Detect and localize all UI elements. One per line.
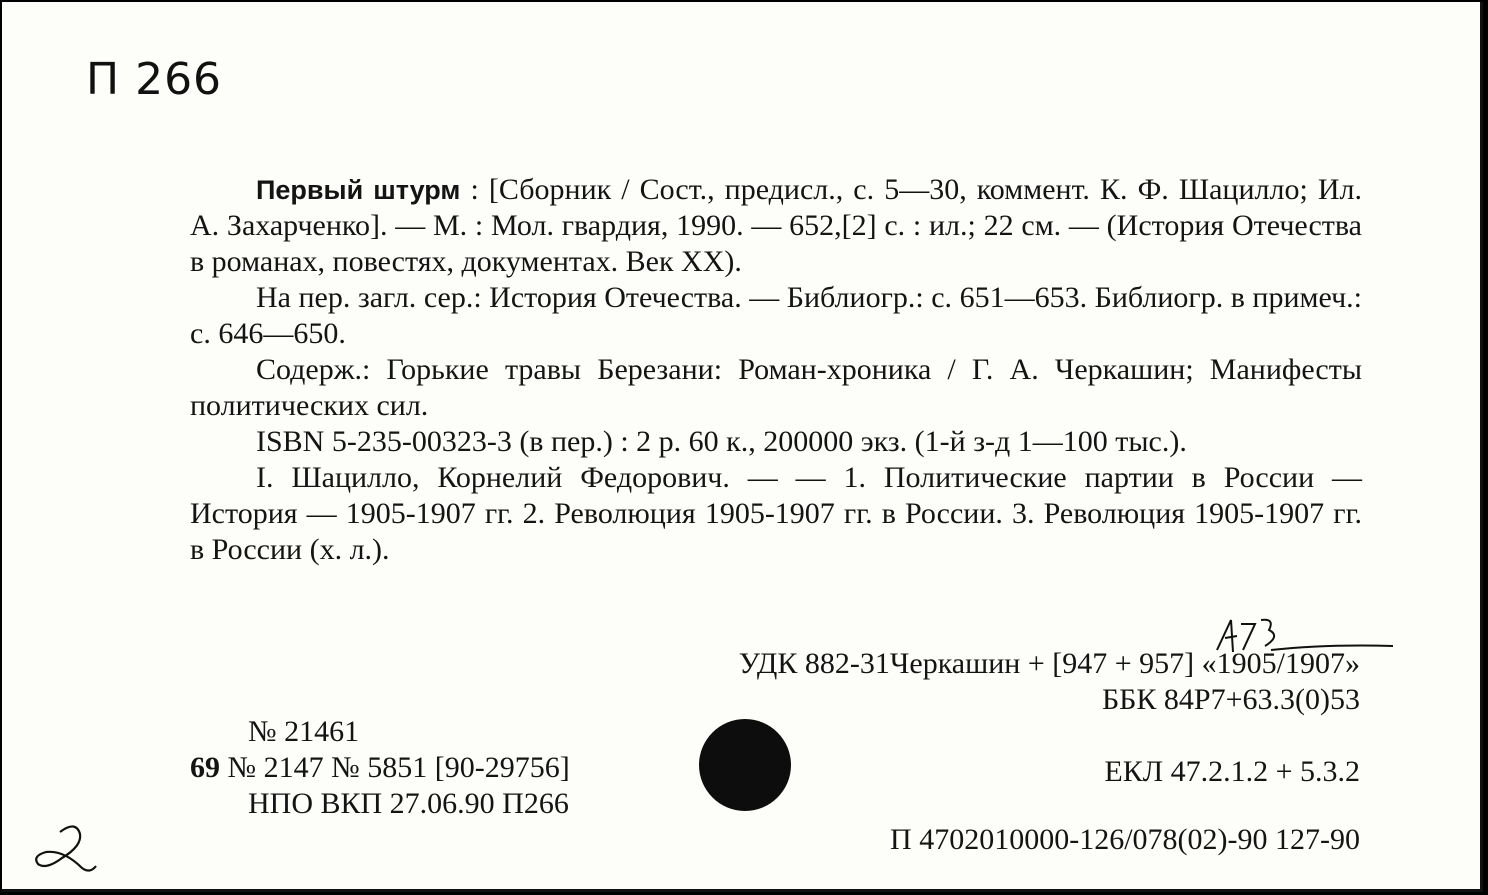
card-info-prefix: 69 [190,751,220,784]
ekl-line: ЕКЛ 47.2.1.2 + 5.3.2 [1104,755,1360,788]
card-info [190,714,570,822]
catalog-card [2,2,1483,892]
card-info-numbers: № 2147 № 5851 [90-29756] [227,751,570,784]
entry-contents: Содерж.: Горькие травы Березани: Роман-хроника / Г. А. Черкашин; Манифесты политических сил. [190,353,1362,422]
bibliographic-entry [190,172,1362,568]
call-number: П 266 [86,54,223,105]
punch-hole [699,719,791,811]
udk-line: УДК 882-31Черкашин + [947 + 957] «1905/1907» [738,647,1360,680]
handwritten-mark-173-icon [1197,610,1397,670]
handwritten-mark-2-icon [24,812,104,882]
entry-description: : [Сборник / Сост., предисл., с. 5—30, коммент. К. Ф. Шацилло; Ил. А. Захарченко]. — М. : Мол. гвардия, 1990. — 652,[2] с. : ил.; 22 см. — (История Отечества в романах, повестях, документах. Век XX). [190,173,1363,278]
bbk-line: ББК 84Р7+63.3(0)53 [1101,683,1360,716]
entry-note-series: На пер. загл. сер.: История Отечества. — Библиогр.: с. 651—653. Библиогр. в примеч.: с. 646—650. [190,281,1362,350]
entry-isbn: ISBN 5-235-00323-3 (в пер.) : 2 р. 60 к., 200000 экз. (1-й з-д 1—100 тыс.). [256,425,1187,458]
card-info-line-3: НПО ВКП 27.06.90 П266 [248,787,569,820]
entry-main-paragraph [190,172,1362,280]
entry-title: Первый штурм [256,175,461,205]
card-info-line-2 [190,750,570,786]
card-number: № 21461 [248,715,360,748]
entry-tracings: I. Шацилло, Корнелий Федорович. — — 1. Политические партии в России — История — 1905-1907 гг. 2. Революция 1905-1907 гг. в России. 3. Революция 1905-1907 гг. в России (х. л.). [190,461,1362,566]
index-line: П 4702010000-126/078(02)-90 127-90 [890,823,1360,856]
